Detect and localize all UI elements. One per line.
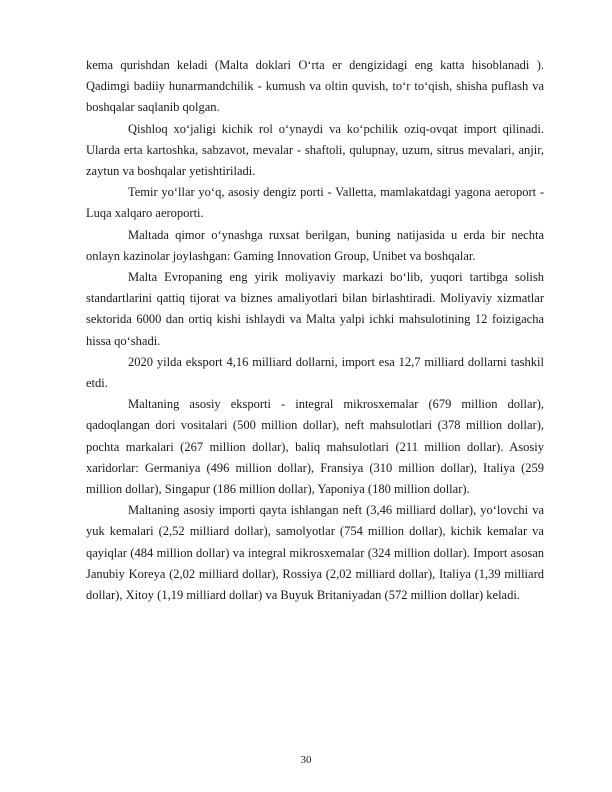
- paragraph-finance: Malta Evropaning eng yirik moliyaviy markazi bo‘lib, yuqori tartibga solish standartlarini qattiq tijorat va biznes amaliyotlari bilan birlashtiradi. Moliyaviy xizmatlar sektorida 6000 dan ortiq kishi ishlaydi va Malta yalpi ichki mahsulotining 12 foizigacha hissa qo‘shadi.: [86, 270, 544, 348]
- paragraph-exports: Maltaning asosiy eksporti - integral mikrosxemalar (679 million dollar), qadoqlangan dori vositalari (500 million dollar), neft mahsulotlari (378 million dollar), pochta markalari (267 million dollar), baliq mahsulotlari (211 million dollar). Asosiy xaridorlar: Germaniya (496 million dollar), Fransiya (310 million dollar), Italiya (259 million dollar), Singapur (186 million dollar), Yaponiya (180 million dollar).: [86, 397, 544, 497]
- paragraph-gambling: Maltada qimor o‘ynashga ruxsat berilgan, buning natijasida u erda bir nechta onlayn kazinolar joylashgan: Gaming Innovation Group, Unibet va boshqalar.: [86, 227, 544, 263]
- paragraph-shipbuilding-crafts: kema qurishdan keladi (Malta doklari O‘rta er dengizidagi eng katta hisoblanadi ). Qadimgi badiiy hunarmandchilik - kumush va oltin quvish, to‘r to‘qish, shisha puflash va boshqalar saqlanib qolgan.: [86, 58, 544, 115]
- page-number: 30: [300, 754, 312, 766]
- document-body: [86, 55, 544, 606]
- paragraph-transport: Temir yo‘llar yo‘q, asosiy dengiz porti - Valletta, mamlakatdagi yagona aeroport - Luqa xalqaro aeroporti.: [86, 185, 544, 221]
- paragraph-agriculture: Qishloq xo‘jaligi kichik rol o‘ynaydi va ko‘pchilik oziq-ovqat import qilinadi. Ularda erta kartoshka, sabzavot, mevalar - shaftoli, qulupnay, uzum, sitrus mevalari, anjir, zaytun va boshqalar yetishtiriladi.: [86, 121, 544, 179]
- paragraph-imports: Maltaning asosiy importi qayta ishlangan neft (3,46 milliard dollar), yo‘lovchi va yuk kemalari (2,52 milliard dollar), samolyotlar (754 million dollar), kichik kemalar va qayiqlar (484 million dollar) va integral mikrosxemalar (324 million dollar). Import asosan Janubiy Koreya (2,02 milliard dollar), Rossiya (2,02 milliard dollar), Italiya (1,39 milliard dollar), Xitoy (1,19 milliard dollar) va Buyuk Britaniyadan (572 million dollar) keladi.: [86, 503, 544, 603]
- paragraph-trade-2020: 2020 yilda eksport 4,16 milliard dollarni, import esa 12,7 milliard dollarni tashkil etdi.: [86, 354, 544, 391]
